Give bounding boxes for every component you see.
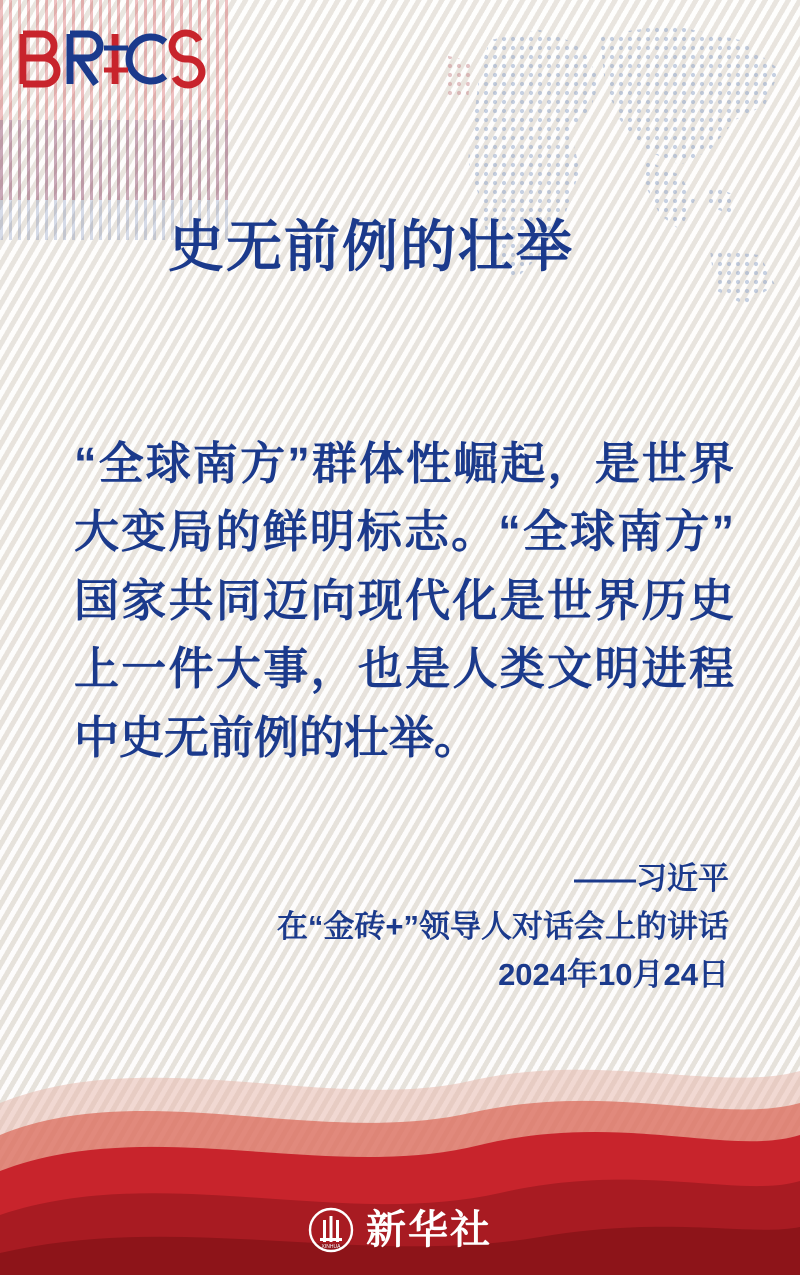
attribution-block	[74, 855, 729, 999]
attribution-occasion: 在“金砖+”领导人对话会上的讲话	[276, 909, 729, 945]
attribution-date: 2024年10月24日	[498, 957, 729, 993]
attribution-speaker: ——习近平	[574, 861, 729, 896]
quote-text: “全球南方”群体性崛起，是世界大变局的鲜明标志。“全球南方”国家共同迈向现代化是世界历史上一件大事，也是人类文明进程中史无前例的壮举。	[74, 438, 734, 763]
publisher-name: 新华社	[366, 1207, 492, 1252]
xinhua-mark-label: XINHUA	[321, 1244, 341, 1250]
xinhua-emblem-icon	[308, 1207, 354, 1253]
publisher-logo	[0, 1207, 800, 1253]
brics-logo	[16, 28, 206, 90]
page-title: 史无前例的壮举	[168, 215, 574, 278]
world-map-dots-icon	[240, 0, 800, 390]
